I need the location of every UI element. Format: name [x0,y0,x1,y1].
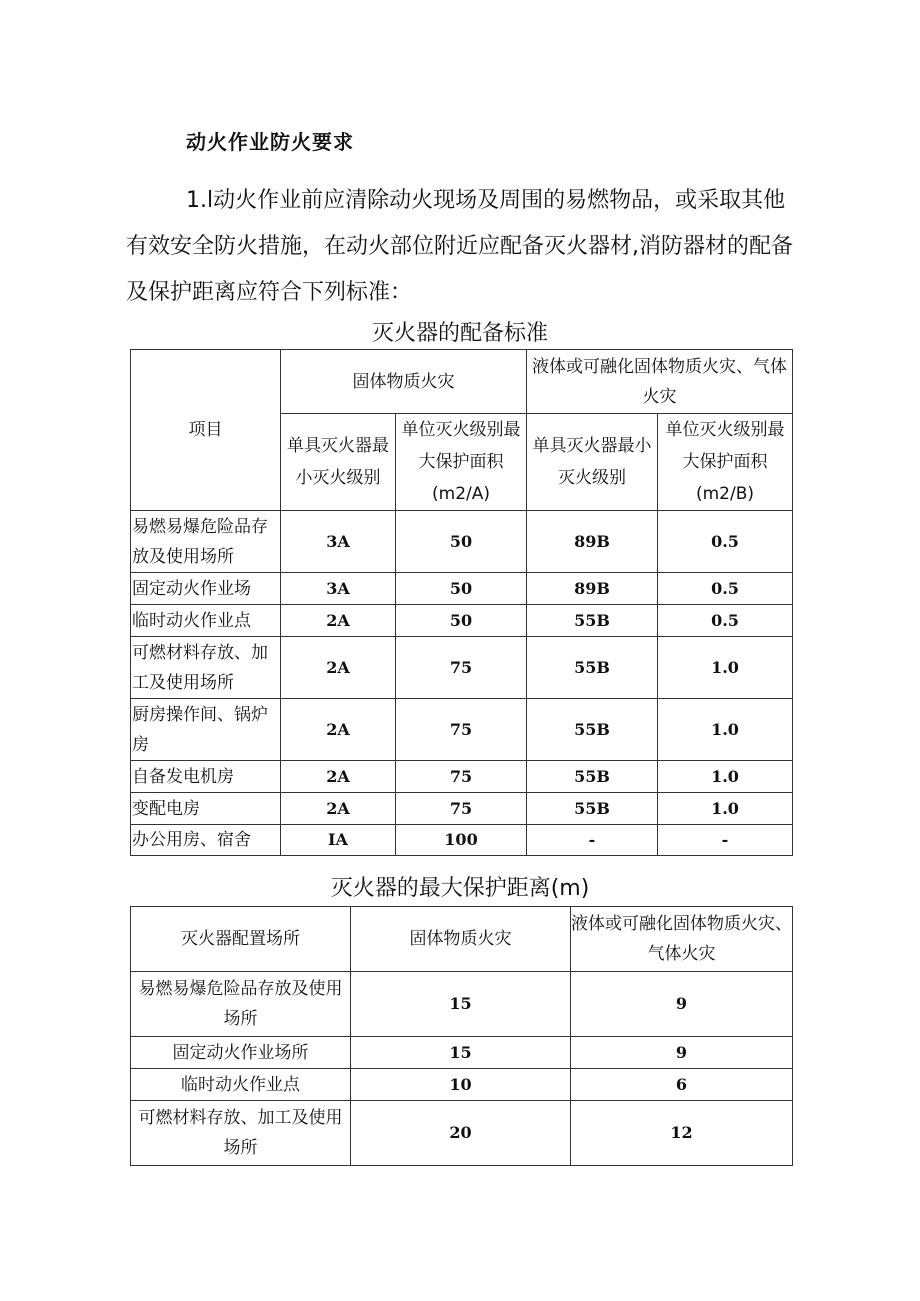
cell-value: 89B [527,573,658,605]
cell-value: 15 [351,972,571,1037]
cell-value: 1.0 [658,761,793,793]
cell-value: 2A [281,793,396,825]
cell-value: 3A [281,511,396,573]
liquid-fire-header: 液体或可融化固体物质火灾、气体火灾 [527,350,793,414]
table-row [131,1037,793,1069]
cell-value: 55B [527,699,658,761]
sub-header: 单具灭火器最小灭火级别 [527,414,658,511]
location-header: 灭火器配置场所 [131,907,351,972]
cell-value: 0.5 [658,573,793,605]
cell-value: 1.0 [658,793,793,825]
cell-value: 75 [396,761,527,793]
cell-value: 75 [396,793,527,825]
table-row [131,699,793,761]
cell-value: 55B [527,637,658,699]
cell-value: 9 [571,1037,793,1069]
cell-value: 50 [396,573,527,605]
cell-value: 6 [571,1069,793,1101]
cell-value: 75 [396,699,527,761]
row-label: 自备发电机房 [131,761,281,793]
item-header: 项目 [131,350,281,511]
row-label: 办公用房、宿舍 [131,825,281,856]
cell-value: 10 [351,1069,571,1101]
cell-value: 50 [396,511,527,573]
cell-value: 0.5 [658,605,793,637]
cell-value: 0.5 [658,511,793,573]
cell-value: 1.0 [658,637,793,699]
cell-value: 1.0 [658,699,793,761]
cell-value: 2A [281,605,396,637]
solid-fire-header: 固体物质火灾 [281,350,527,414]
cell-value: 2A [281,637,396,699]
table-row [131,1069,793,1101]
cell-value: 55B [527,793,658,825]
sub-header: 单位灭火级别最大保护面积(m2/A) [396,414,527,511]
section-heading: 动火作业防火要求 [186,130,354,154]
row-label: 临时动火作业点 [131,1069,351,1101]
solid-fire-header: 固体物质火灾 [351,907,571,972]
cell-value: 2A [281,761,396,793]
cell-value: 2A [281,699,396,761]
row-label: 临时动火作业点 [131,605,281,637]
cell-value: 100 [396,825,527,856]
protection-distance-table [130,906,793,1166]
sub-header: 单位灭火级别最大保护面积(m2/B) [658,414,793,511]
cell-value: 55B [527,605,658,637]
cell-value: 15 [351,1037,571,1069]
cell-value: - [527,825,658,856]
cell-value: 12 [571,1101,793,1166]
table-row [131,605,793,637]
table1-caption: 灭火器的配备标准 [371,321,548,346]
table-row [131,1101,793,1166]
table-row [131,972,793,1037]
row-label: 固定动火作业场所 [131,1037,351,1069]
extinguisher-config-table [130,349,793,856]
table-row [131,573,793,605]
table-row [131,793,793,825]
table2-caption: 灭火器的最大保护距离(m) [330,876,590,901]
row-label: 固定动火作业场 [131,573,281,605]
cell-value: 3A [281,573,396,605]
cell-value: 89B [527,511,658,573]
row-label: 可燃材料存放、加工及使用场所 [131,1101,351,1166]
cell-value: 9 [571,972,793,1037]
table-row [131,761,793,793]
row-label: 易燃易爆危险品存放及使用场所 [131,972,351,1037]
cell-value: 20 [351,1101,571,1166]
table-row [131,511,793,573]
cell-value: 75 [396,637,527,699]
liquid-fire-header: 液体或可融化固体物质火灾、气体火灾 [571,907,793,972]
row-label: 变配电房 [131,793,281,825]
row-label: 易燃易爆危险品存放及使用场所 [131,511,281,573]
cell-value: 50 [396,605,527,637]
row-label: 厨房操作间、锅炉房 [131,699,281,761]
requirement-paragraph: 1.l动火作业前应清除动火现场及周围的易燃物品，或采取其他有效安全防火措施，在动火部位附近应配备灭火器材,消防器材的配备及保护距离应符合下列标准： [126,188,793,305]
row-label: 可燃材料存放、加工及使用场所 [131,637,281,699]
cell-value: IA [281,825,396,856]
sub-header: 单具灭火器最小灭火级别 [281,414,396,511]
cell-value: - [658,825,793,856]
table-row [131,637,793,699]
cell-value: 55B [527,761,658,793]
table-row [131,825,793,856]
